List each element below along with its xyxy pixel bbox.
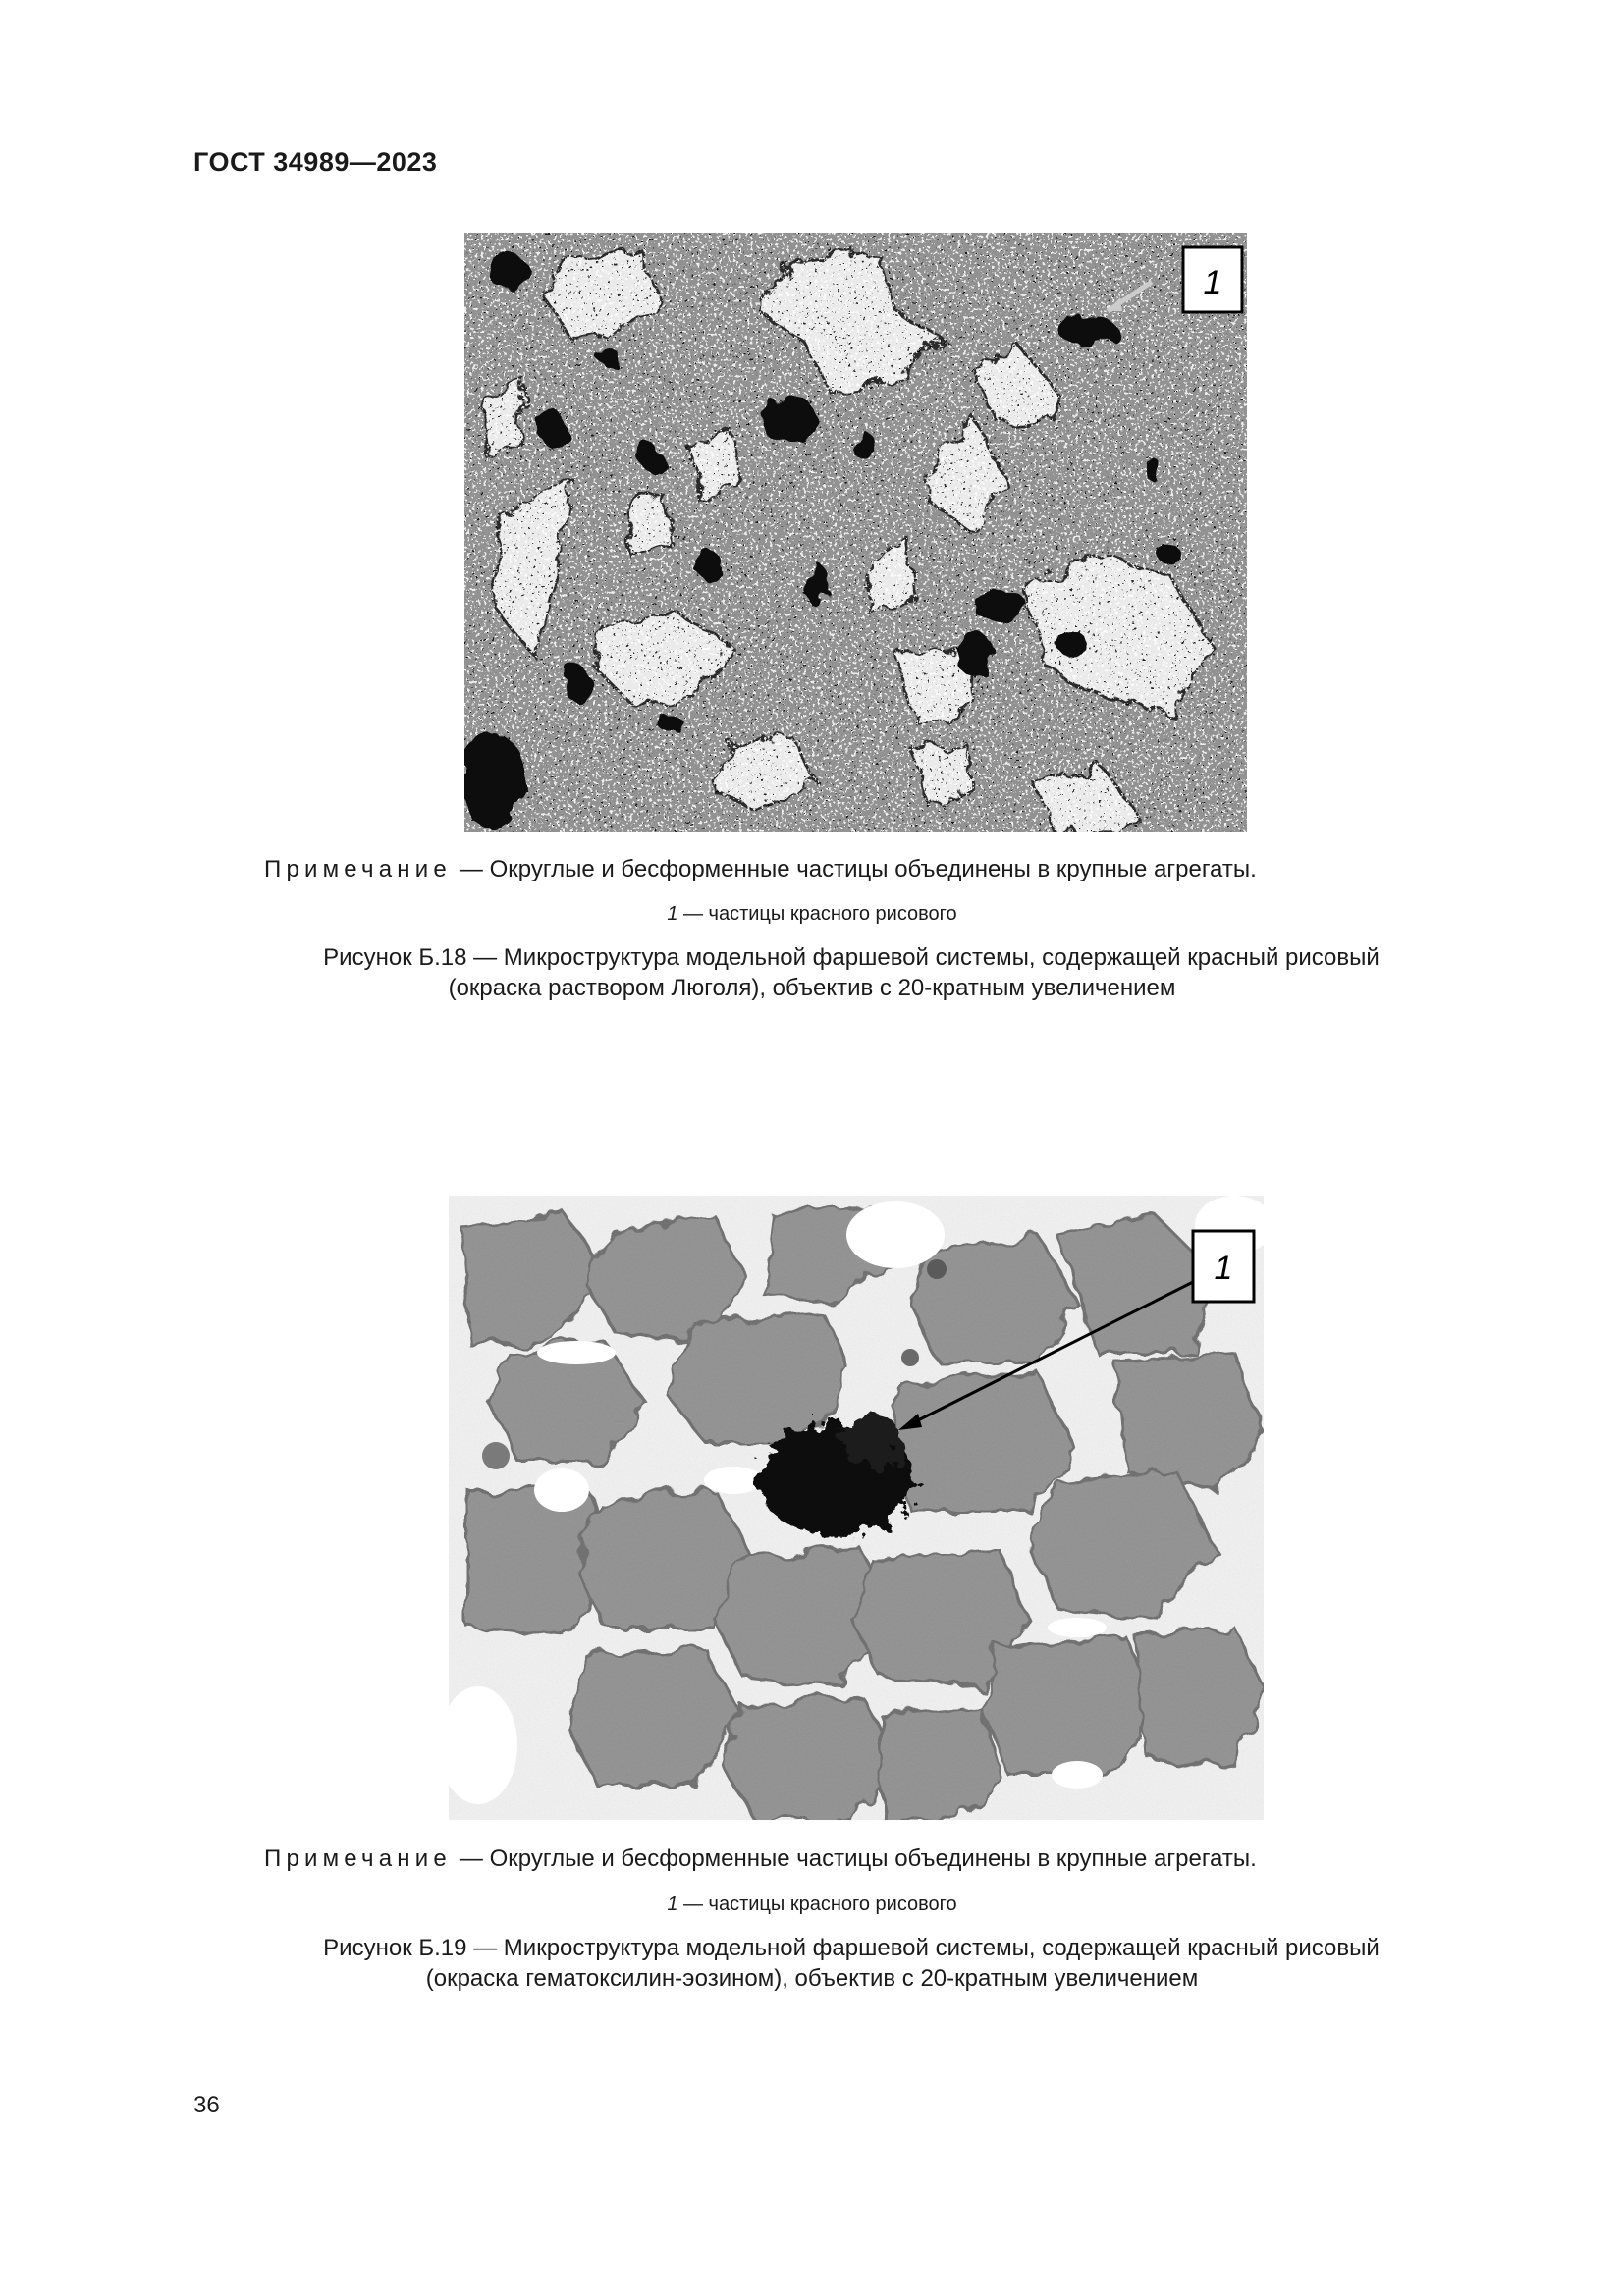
caption-line-2: (окраска гематоксилин-эозином), объектив с 20-кратным увеличением [425,1965,1199,1992]
callout-label: 1 [1214,1250,1233,1287]
figure-note [264,1845,1257,1873]
figure-key [0,903,1624,926]
page-number: 36 [193,2092,220,2118]
note-text: — Округлые и бесформенные частицы объединены в крупные агрегаты. [459,856,1257,882]
figure-caption [0,942,1624,1003]
micrograph-lugol-stain [464,233,1247,832]
note-prefix: Примечание [264,1845,452,1872]
caption-line-2: (окраска раствором Люголя), объектив с 20-кратным увеличением [448,975,1176,1001]
figure-key [0,1894,1624,1916]
caption-line-1: Рисунок Б.19 — Микроструктура модельной фаршевой системы, содержащей красный рисовый [323,1935,1380,1961]
caption-line-1: Рисунок Б.18 — Микроструктура модельной фаршевой системы, содержащей красный рисовый [323,944,1380,971]
key-text: — частицы красного рисового [683,1894,957,1915]
document-standard-header: ГОСТ 34989—2023 [193,147,438,177]
key-number: 1 [667,903,678,925]
key-text: — частицы красного рисового [683,903,957,925]
key-number: 1 [667,1894,678,1915]
callout-label: 1 [1203,264,1222,301]
micrograph-hematoxylin-eosin-stain [449,1196,1264,1820]
note-text: — Округлые и бесформенные частицы объединены в крупные агрегаты. [459,1845,1257,1872]
figure-note [264,856,1257,883]
figure-caption [0,1933,1624,1994]
note-prefix: Примечание [264,856,452,882]
